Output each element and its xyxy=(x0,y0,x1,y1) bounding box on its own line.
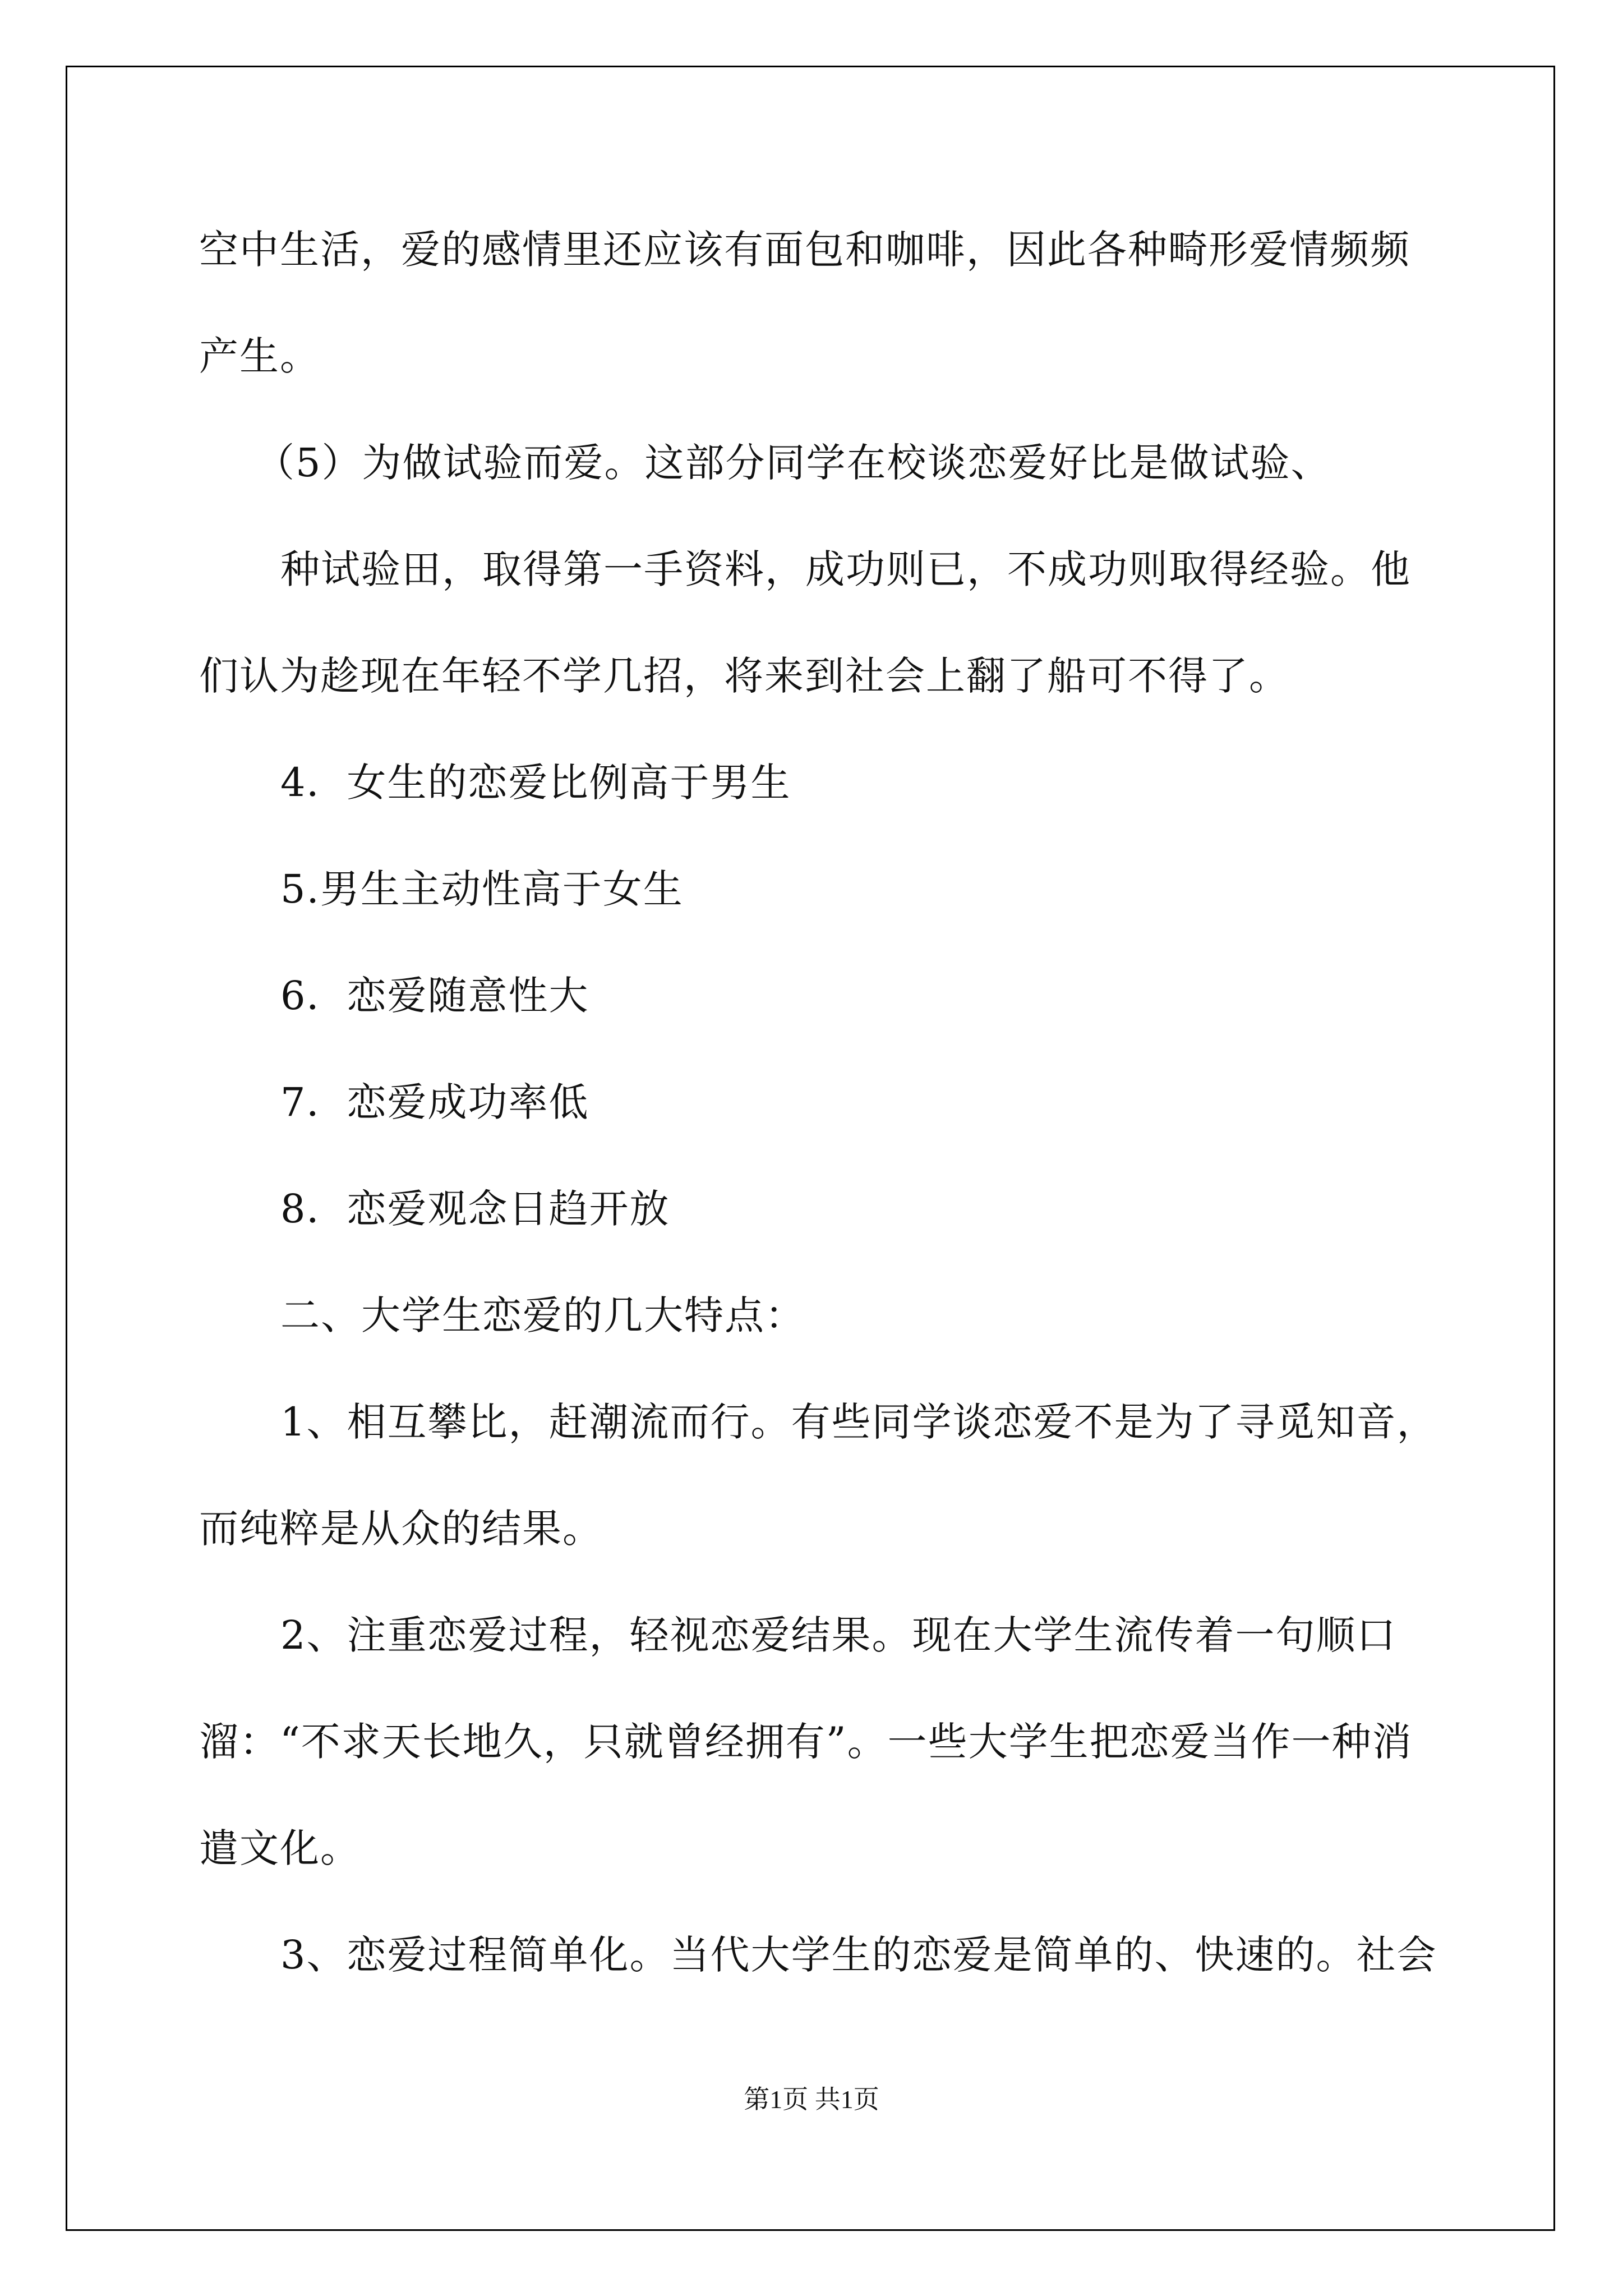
text-line-4: 种试验田，取得第一手资料，成功则已，不成功则取得经验。他 xyxy=(280,546,1411,592)
text-line-15: 溜：“不求天长地久，只就曾经拥有”。一些大学生把恋爱当作一种消 xyxy=(199,1719,1413,1765)
list-item-7: 7．恋爱成功率低 xyxy=(280,1079,589,1125)
text-line-2: 产生。 xyxy=(199,333,320,379)
text-line-13: 而纯粹是从众的结果。 xyxy=(199,1506,603,1552)
list-item-6: 6．恋爱随意性大 xyxy=(280,973,589,1019)
text-line-14: 2、注重恋爱过程，轻视恋爱结果。现在大学生流传着一句顺口 xyxy=(280,1612,1397,1658)
list-item-8: 8．恋爱观念日趋开放 xyxy=(280,1186,670,1232)
text-line-1: 空中生活，爱的感情里还应该有面包和咖啡，因此各种畸形爱情频频 xyxy=(199,227,1410,273)
page-border xyxy=(66,66,1555,2231)
text-line-12: 1、相互攀比，赶潮流而行。有些同学谈恋爱不是为了寻觅知音， xyxy=(280,1399,1437,1445)
list-item-5: 5.男生主动性高于女生 xyxy=(280,866,684,912)
text-line-16: 遣文化。 xyxy=(199,1825,361,1871)
section-heading: 二、大学生恋爱的几大特点： xyxy=(280,1292,805,1338)
text-line-5: 们认为趁现在年轻不学几招，将来到社会上翻了船可不得了。 xyxy=(199,653,1289,699)
list-item-4: 4．女生的恋爱比例高于男生 xyxy=(280,760,791,806)
text-line-17: 3、恋爱过程简单化。当代大学生的恋爱是简单的、快速的。社会 xyxy=(280,1932,1437,1978)
page-footer: 第1页 共1页 xyxy=(744,2085,879,2114)
text-line-3: （5）为做试验而爱。这部分同学在校谈恋爱好比是做试验、 xyxy=(255,440,1331,486)
